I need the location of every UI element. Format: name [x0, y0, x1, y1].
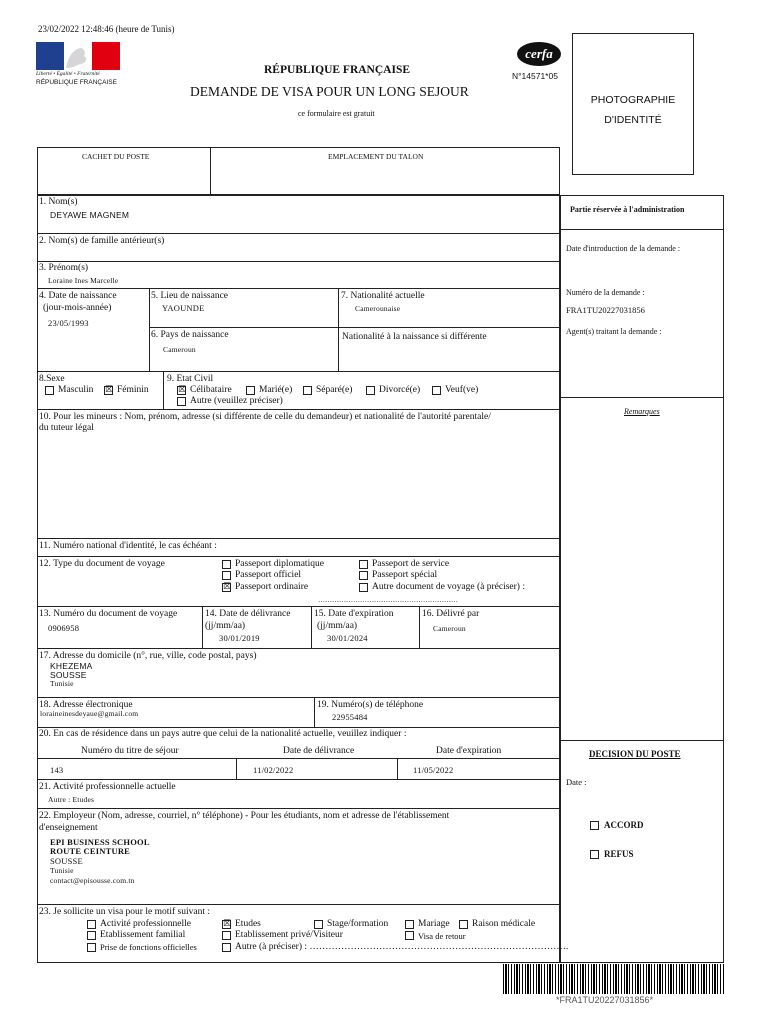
field-5-value: YAOUNDE — [162, 303, 205, 313]
label-etablissement-prive: Etablissement privé/Visiteur — [235, 930, 343, 940]
checkbox-celibataire[interactable]: ☒ — [178, 385, 187, 395]
checkbox-etablissement-familial[interactable] — [87, 931, 96, 940]
field-20-val-2: 11/02/2022 — [253, 765, 294, 775]
checkbox-passeport-service[interactable] — [359, 560, 368, 569]
field-15-label: 15. Date d'expiration — [314, 609, 394, 619]
field-16-value: Cameroun — [433, 624, 466, 633]
field-2-label: 2. Nom(s) de famille antérieur(s) — [39, 236, 165, 246]
field-17-label: 17. Adresse du domicile (n°, rue, ville, code postal, pays) — [39, 651, 257, 661]
photo-box — [572, 33, 694, 175]
field-21-label: 21. Activité professionnelle actuelle — [39, 782, 176, 792]
field-6-label: 6. Pays de naissance — [151, 330, 229, 340]
free-note: ce formulaire est gratuit — [298, 109, 375, 118]
field-9-label: 9. Etat Civil — [167, 374, 214, 384]
field-18-label: 18. Adresse électronique — [39, 700, 133, 710]
label-passeport-officiel: Passeport officiel — [235, 570, 302, 580]
label-autre-document: Autre document de voyage (à préciser) : — [372, 582, 525, 592]
field-20-col-2: Date de délivrance — [283, 746, 355, 756]
field-7-birth-label: Nationalité à la naissance si différente — [342, 332, 487, 342]
field-22-label-2: d'enseignement — [39, 823, 98, 833]
page-title: DEMANDE DE VISA POUR UN LONG SEJOUR — [190, 84, 469, 99]
flag-icon — [36, 42, 120, 70]
label-autre-civil: Autre (veuillez préciser) — [190, 396, 283, 406]
checkbox-separe[interactable] — [303, 386, 312, 395]
checkbox-marie[interactable] — [246, 386, 255, 395]
timestamp: 23/02/2022 12:48:46 (heure de Tunis) — [38, 24, 175, 34]
field-19-value: 22955484 — [332, 712, 368, 722]
field-4-value: 23/05/1993 — [48, 318, 89, 328]
checkbox-raison-medicale[interactable] — [459, 920, 468, 929]
decision-title: DECISION DU POSTE — [589, 749, 681, 759]
field-22-line-1: EPI BUSINESS SCHOOL — [50, 837, 150, 847]
checkbox-autre-civil[interactable] — [177, 397, 186, 406]
field-17-line-3: Tunisie — [50, 679, 74, 688]
barcode — [503, 964, 725, 994]
field-12-label: 12. Type du document de voyage — [39, 559, 165, 569]
field-21-value: Autre : Etudes — [48, 795, 95, 804]
checkbox-feminin[interactable]: ☒ — [105, 385, 114, 395]
cachet-label: CACHET DU POSTE — [82, 152, 150, 161]
field-20-col-3: Date d'expiration — [436, 746, 502, 756]
label-mariage: Mariage — [418, 919, 450, 929]
checkbox-activite-pro[interactable] — [87, 920, 96, 929]
field-20-val-3: 11/05/2022 — [413, 765, 454, 775]
emplacement-label: EMPLACEMENT DU TALON — [328, 152, 424, 161]
field-1-label: 1. Nom(s) — [39, 197, 78, 207]
checkbox-stage[interactable] — [314, 920, 323, 929]
logo-motto: Liberté • Égalité • Fraternité — [36, 71, 100, 77]
field-5-label: 5. Lieu de naissance — [151, 291, 229, 301]
label-accord: ACCORD — [604, 820, 644, 830]
label-separe: Séparé(e) — [316, 385, 353, 395]
field-17-line-2: SOUSSE — [50, 670, 87, 680]
photo-label-2: D'IDENTITÉ — [604, 114, 662, 126]
checkbox-passeport-officiel[interactable] — [222, 571, 231, 580]
field-4-sublabel: (jour-mois-année) — [43, 303, 112, 313]
field-14-label: 14. Date de délivrance — [205, 609, 291, 619]
label-divorce: Divorcé(e) — [379, 385, 421, 395]
field-11-label: 11. Numéro national d'identité, le cas échéant : — [39, 541, 217, 551]
checkbox-fonctions-officielles[interactable] — [87, 943, 96, 952]
admin-num-value: FRA1TU20227031856 — [566, 305, 645, 315]
checkbox-masculin[interactable] — [45, 386, 54, 395]
checkbox-mariage[interactable] — [405, 920, 414, 929]
field-22-line-4: Tunisie — [50, 866, 74, 875]
admin-date-label: Date d'introduction de la demande : — [566, 244, 681, 253]
field-23-label: 23. Je sollicite un visa pour le motif suivant : — [39, 907, 210, 917]
logo-republic: RÉPUBLIQUE FRANÇAISE — [36, 79, 117, 86]
checkbox-visa-retour[interactable] — [405, 931, 414, 940]
cerfa-logo: cerfa — [517, 42, 561, 66]
checkbox-divorce[interactable] — [366, 386, 375, 395]
field-18-value: loraineinesdeyaue@gmail.com — [40, 709, 139, 718]
field-1-value: DEYAWE MAGNEM — [50, 210, 130, 220]
checkbox-passeport-special[interactable] — [359, 571, 368, 580]
field-3-label: 3. Prénom(s) — [39, 263, 89, 273]
label-activite-pro: Activité professionnelle — [100, 919, 192, 929]
autre-document-dots: …………………………………………………… — [318, 596, 458, 604]
checkbox-etudes[interactable]: ☒ — [223, 919, 232, 929]
label-passeport-service: Passeport de service — [372, 559, 450, 569]
label-stage: Stage/formation — [327, 919, 389, 929]
label-veuf: Veuf(ve) — [445, 385, 479, 395]
marianne-logo — [36, 42, 120, 92]
field-17-line-1: KHEZEMA — [50, 661, 93, 671]
label-passeport-diplomatique: Passeport diplomatique — [235, 559, 324, 569]
admin-num-label: Numéro de la demande : — [566, 288, 645, 297]
field-16-label: 16. Délivré par — [422, 609, 480, 619]
checkbox-accord[interactable] — [590, 821, 599, 830]
field-13-label: 13. Numéro du document de voyage — [39, 609, 178, 619]
label-celibataire: Célibataire — [190, 385, 232, 395]
admin-title: Partie réservée à l'administration — [570, 205, 685, 214]
checkbox-veuf[interactable] — [432, 386, 441, 395]
field-4-label: 4. Date de naissance — [39, 291, 117, 301]
field-15-value: 30/01/2024 — [327, 633, 368, 643]
admin-remarques: Remarques — [624, 407, 660, 416]
field-14-value: 30/01/2019 — [219, 633, 260, 643]
label-passeport-ordinaire: Passeport ordinaire — [235, 582, 309, 592]
label-raison-medicale: Raison médicale — [472, 919, 536, 929]
label-refus: REFUS — [604, 849, 634, 859]
admin-agent-label: Agent(s) traitant la demande : — [566, 327, 662, 336]
field-8-label: 8.Sexe — [39, 374, 65, 384]
checkbox-refus[interactable] — [590, 850, 599, 859]
field-10-label: 10. Pour les mineurs : Nom, prénom, adresse (si différente de celle du demandeur) et nationalité de l'autorité parentale/ — [39, 412, 491, 422]
label-etudes: Etudes — [235, 919, 261, 929]
field-6-value: Cameroun — [163, 345, 196, 354]
checkbox-autre-motif[interactable] — [222, 943, 231, 952]
field-10-label-2: du tuteur légal — [39, 423, 94, 433]
field-20-val-1: 143 — [50, 765, 64, 775]
field-22-line-3: SOUSSE — [50, 856, 83, 866]
field-22-label: 22. Employeur (Nom, adresse, courriel, n° téléphone) - Pour les étudiants, nom et adresse de l'établissement — [39, 811, 450, 821]
label-feminin: Féminin — [117, 385, 149, 395]
decision-date-label: Date : — [566, 777, 587, 787]
field-15-sublabel: (jj/mm/aa) — [317, 621, 358, 631]
field-14-sublabel: (jj/mm/aa) — [205, 621, 246, 631]
field-20-col-1: Numéro du titre de séjour — [81, 746, 179, 756]
field-3-value: Loraine Ines Marcelle — [48, 276, 119, 285]
checkbox-passeport-ordinaire[interactable]: ☒ — [223, 582, 232, 592]
field-22-line-5: contact@episousse.com.tn — [50, 876, 135, 885]
field-22-line-2: ROUTE CEINTURE — [50, 846, 131, 856]
field-7-label: 7. Nationalité actuelle — [341, 291, 425, 301]
label-autre-motif: Autre (à préciser) : ………………………………………………………………………. — [235, 942, 569, 952]
label-marie: Marié(e) — [259, 385, 293, 395]
label-visa-retour: Visa de retour — [418, 931, 466, 941]
field-19-label: 19. Numéro(s) de téléphone — [317, 700, 424, 710]
field-13-value: 0906958 — [48, 623, 80, 633]
label-masculin: Masculin — [58, 385, 94, 395]
checkbox-passeport-diplomatique[interactable] — [222, 560, 231, 569]
label-fonctions-officielles: Prise de fonctions officielles — [100, 942, 197, 952]
barcode-text: *FRA1TU20227031856* — [556, 995, 654, 1005]
label-etablissement-familial: Etablissement familial — [100, 930, 186, 940]
cerfa-number: N°14571*05 — [512, 71, 558, 81]
republic-heading: RÉPUBLIQUE FRANÇAISE — [264, 64, 411, 76]
checkbox-autre-document[interactable] — [359, 583, 368, 592]
checkbox-etablissement-prive[interactable] — [222, 931, 231, 940]
field-20-label: 20. En cas de résidence dans un pays autre que celui de la nationalité actuelle, veuillez indiquer : — [39, 729, 407, 739]
field-7-value: Camerounaise — [355, 304, 401, 313]
photo-label-1: PHOTOGRAPHIE — [590, 94, 676, 106]
label-passeport-special: Passeport spécial — [372, 570, 438, 580]
